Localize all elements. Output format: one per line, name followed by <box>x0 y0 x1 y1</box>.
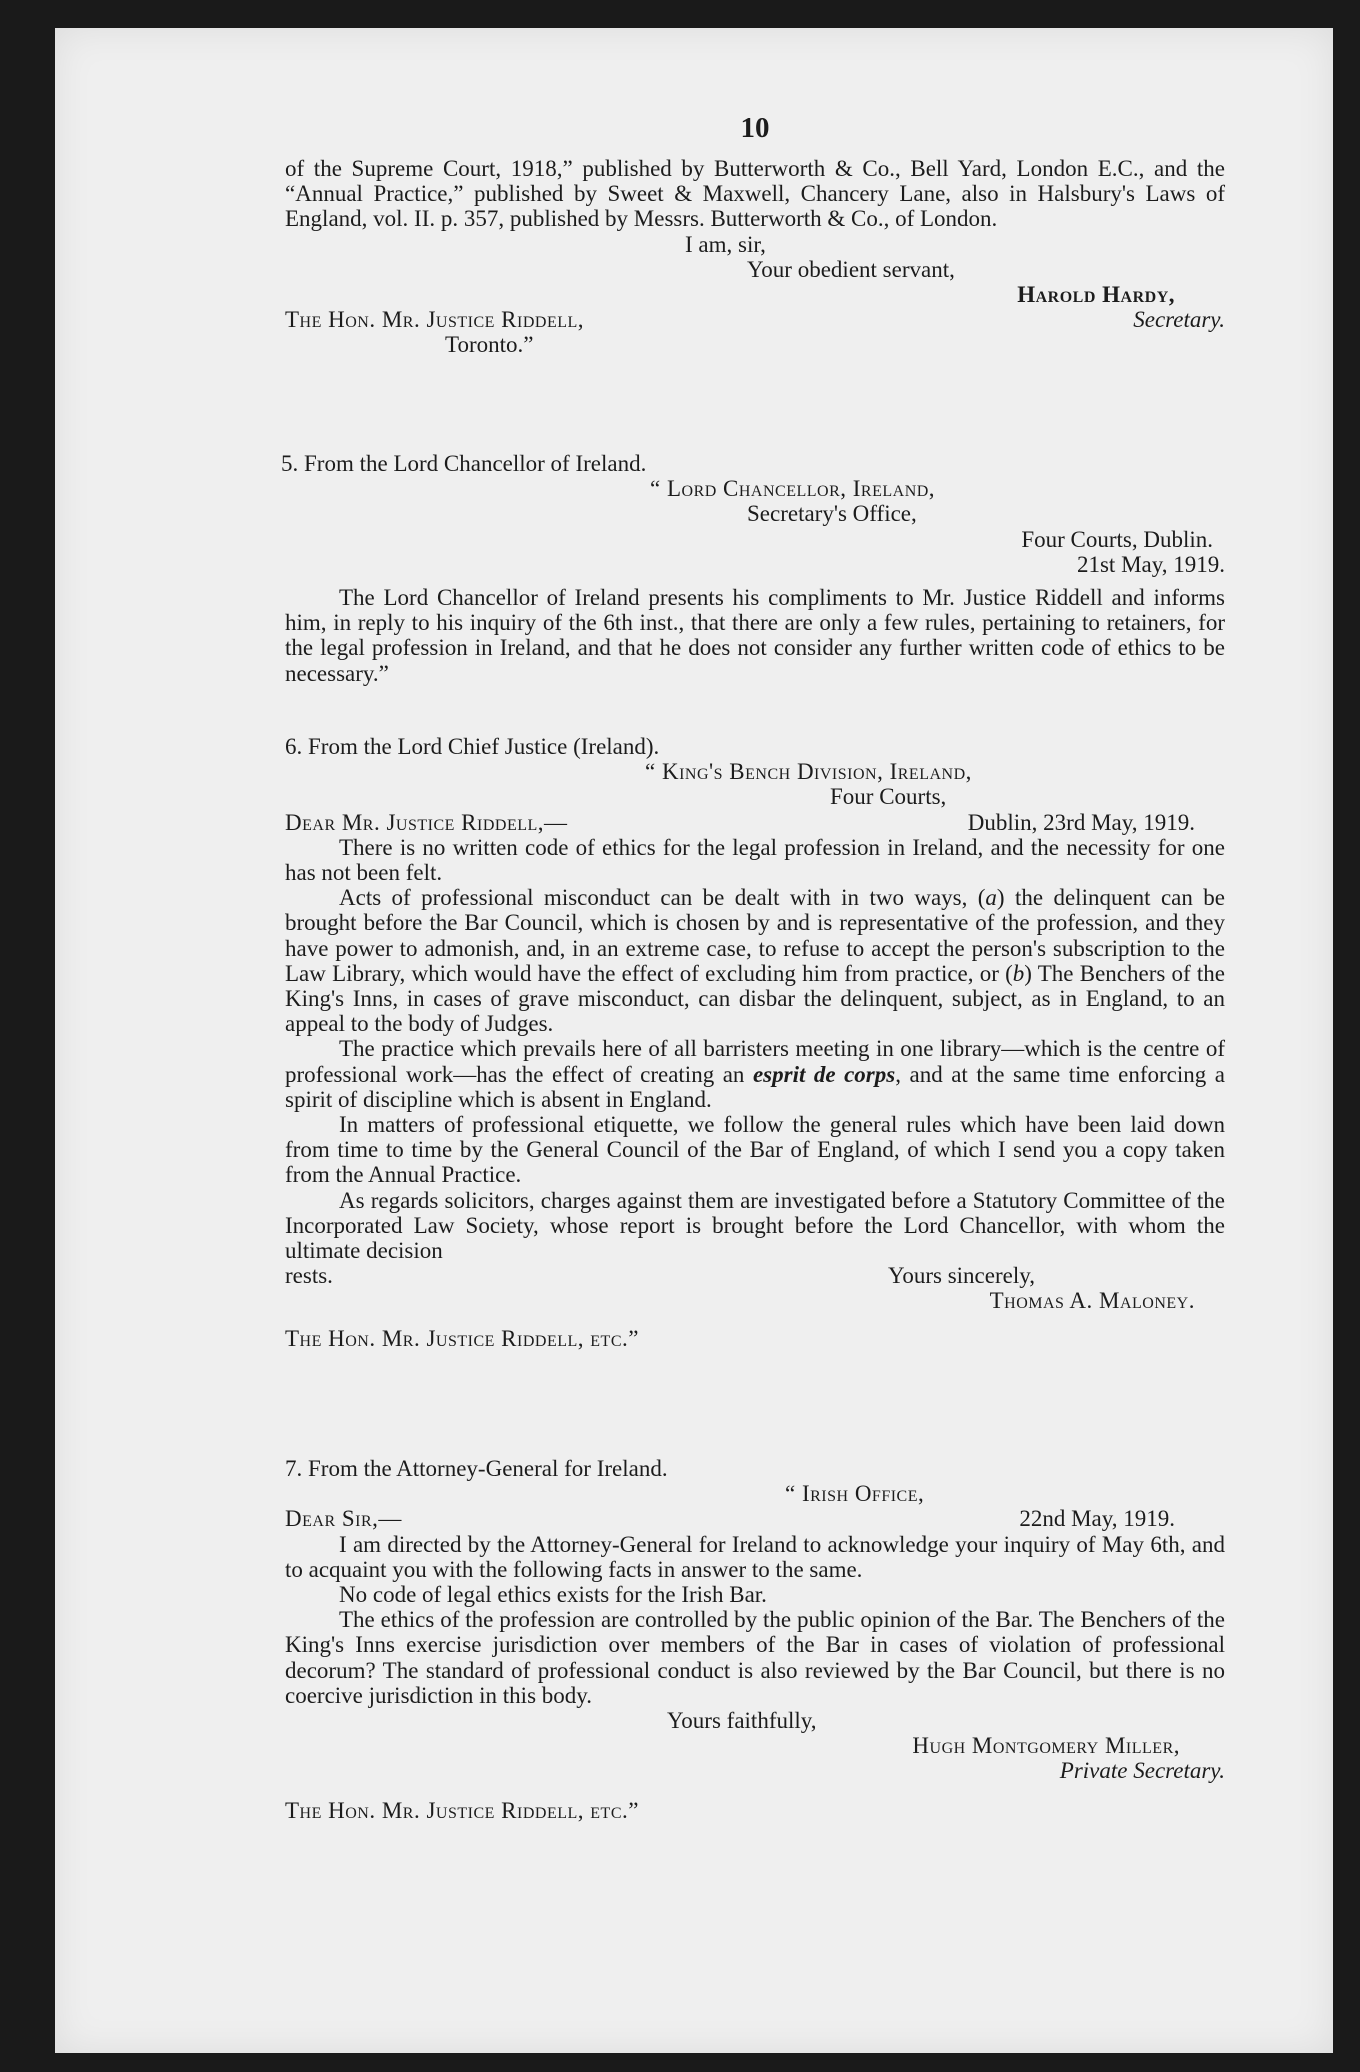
addressee: The Hon. Mr. Justice Riddell, <box>285 307 585 333</box>
section-6-para-1: There is no written code of ethics for the legal profession in Ireland, and the necessity for one has not been felt. <box>285 834 1225 886</box>
section-6-date: Dublin, 23rd May, 1919. <box>967 809 1195 835</box>
section-5-body: The Lord Chancellor of Ireland presents his compliments to Mr. Justice Riddell and informs him, in reply to his inquiry of the 6th inst., that there are only a few rules, pertaining to retainers, for the legal profession in Ireland, and that he does not consider any further written code of ethics to be necessary.” <box>285 585 1225 686</box>
addressee-place: Toronto.” <box>445 332 534 358</box>
para-3-part-b: , and at the same time enforcing a spirit of discipline which is absent in England. <box>285 1061 1225 1112</box>
section-5-heading: 5. From the Lord Chancellor of Ireland. <box>281 451 647 476</box>
signer-title: Secretary. <box>1133 307 1225 333</box>
section-7-para-3: The ethics of the profession are controlled by the public opinion of the Bar. The Benchers of the King's Inns exercise jurisdiction over members of the Bar in cases of violation of professional decorum? The standard of professional conduct is also reviewed by the Bar Council, but there is no coercive jurisdiction in this body. <box>285 1607 1225 1708</box>
para-3-italic: esprit de corps <box>752 1061 896 1087</box>
section-6-closing: Yours sincerely, <box>888 1263 1035 1289</box>
section-5 <box>281 451 1225 686</box>
section-6-salutation: Dear Mr. Justice Riddell,— <box>285 809 568 835</box>
section-5-header-1: “ Lord Chancellor, Ireland, <box>650 476 936 502</box>
section-6-signer: Thomas A. Maloney. <box>989 1288 1195 1314</box>
section-6-para-5-end: rests. <box>285 1263 333 1289</box>
section-7-header-1: “ Irish Office, <box>785 1481 925 1507</box>
section-6-para-4: In matters of professional etiquette, we follow the general rules which have been laid down from time to time by the General Council of the Bar of England, of which I send you a copy taken from the Annual Practice. <box>285 1112 1225 1188</box>
section-6-para-3 <box>285 1036 1225 1112</box>
section-7-heading: 7. From the Attorney-General for Ireland. <box>285 1456 668 1481</box>
section-7-signer: Hugh Montgomery Miller, <box>912 1733 1180 1759</box>
letter-continuation <box>285 156 1225 358</box>
continuation-paragraph: of the Supreme Court, 1918,” published by Butterworth & Co., Bell Yard, London E.C., and the “Annual Practice,” published by Sweet & Maxwell, Chancery Lane, also in Halsbury's Laws of England, vol. II. p. 357, published by Messrs. Butterworth & Co., of London. <box>285 156 1225 232</box>
section-5-header-2: Secretary's Office, <box>747 501 917 527</box>
para-2-part-b: ) the delinquent can be brought before the Bar Council, which is chosen by and is representative of the profession, and they have power to admonish, and, in an extreme case, to refuse to accept the person's subscription to the Law Library, which would have the effect of excluding him from practice, or ( <box>285 885 1225 986</box>
section-6-header-1: “ King's Bench Division, Ireland, <box>645 759 972 785</box>
section-6-header-2: Four Courts, <box>830 784 947 810</box>
para-2-part-c: ) The Benchers of the King's Inns, in cases of grave misconduct, can disbar the delinquent, subject, as in England, to an appeal to the body of Judges. <box>285 960 1225 1037</box>
para-2-italic-a: a <box>985 885 997 911</box>
closing-line-1: I am, sir, <box>685 231 766 257</box>
signer-name: Harold Hardy, <box>1017 282 1175 308</box>
section-6-heading: 6. From the Lord Chief Justice (Ireland). <box>285 734 660 759</box>
para-3-part-a: The practice which prevails here of all barristers meeting in one library—which is the centre of professional work—has the effect of creating an <box>285 1036 1225 1087</box>
page-number: 10 <box>740 112 770 144</box>
para-2-part-a: Acts of professional misconduct can be dealt with in two ways, ( <box>339 885 986 911</box>
section-7-addressee: The Hon. Mr. Justice Riddell, etc.” <box>285 1797 639 1823</box>
section-6-salutation-row <box>285 810 1225 835</box>
section-6-addressee: The Hon. Mr. Justice Riddell, etc.” <box>285 1325 639 1351</box>
section-6-para-5: As regards solicitors, charges against them are investigated before a Statutory Committee of the Incorporated Law Society, whose report is brought before the Lord Chancellor, with whom the ultimate decision <box>285 1187 1225 1264</box>
section-6-para-2 <box>285 885 1225 1036</box>
addressee-row <box>285 307 1225 332</box>
section-7-salutation: Dear Sir,— <box>285 1506 402 1532</box>
closing-line-2: Your obedient servant, <box>747 256 955 282</box>
section-7-para-1: I am directed by the Attorney-General for Ireland to acknowledge your inquiry of May 6th, and to acquaint you with the following facts in answer to the same. <box>285 1531 1225 1582</box>
section-5-date: 21st May, 1919. <box>1076 551 1225 577</box>
section-7-date: 22nd May, 1919. <box>1019 1506 1175 1532</box>
section-7-para-2: No code of legal ethics exists for the Irish Bar. <box>339 1582 767 1608</box>
section-7 <box>285 1456 1225 1823</box>
section-5-header-3: Four Courts, Dublin. <box>1021 526 1213 552</box>
para-2-italic-b: b <box>1012 960 1025 986</box>
section-6 <box>285 734 1225 1351</box>
section-7-salutation-row <box>285 1506 1225 1531</box>
document-page <box>55 28 1333 2053</box>
section-6-closing-row <box>285 1263 1225 1288</box>
section-7-signer-title: Private Secretary. <box>1059 1758 1225 1784</box>
section-7-closing: Yours faithfully, <box>667 1708 817 1734</box>
